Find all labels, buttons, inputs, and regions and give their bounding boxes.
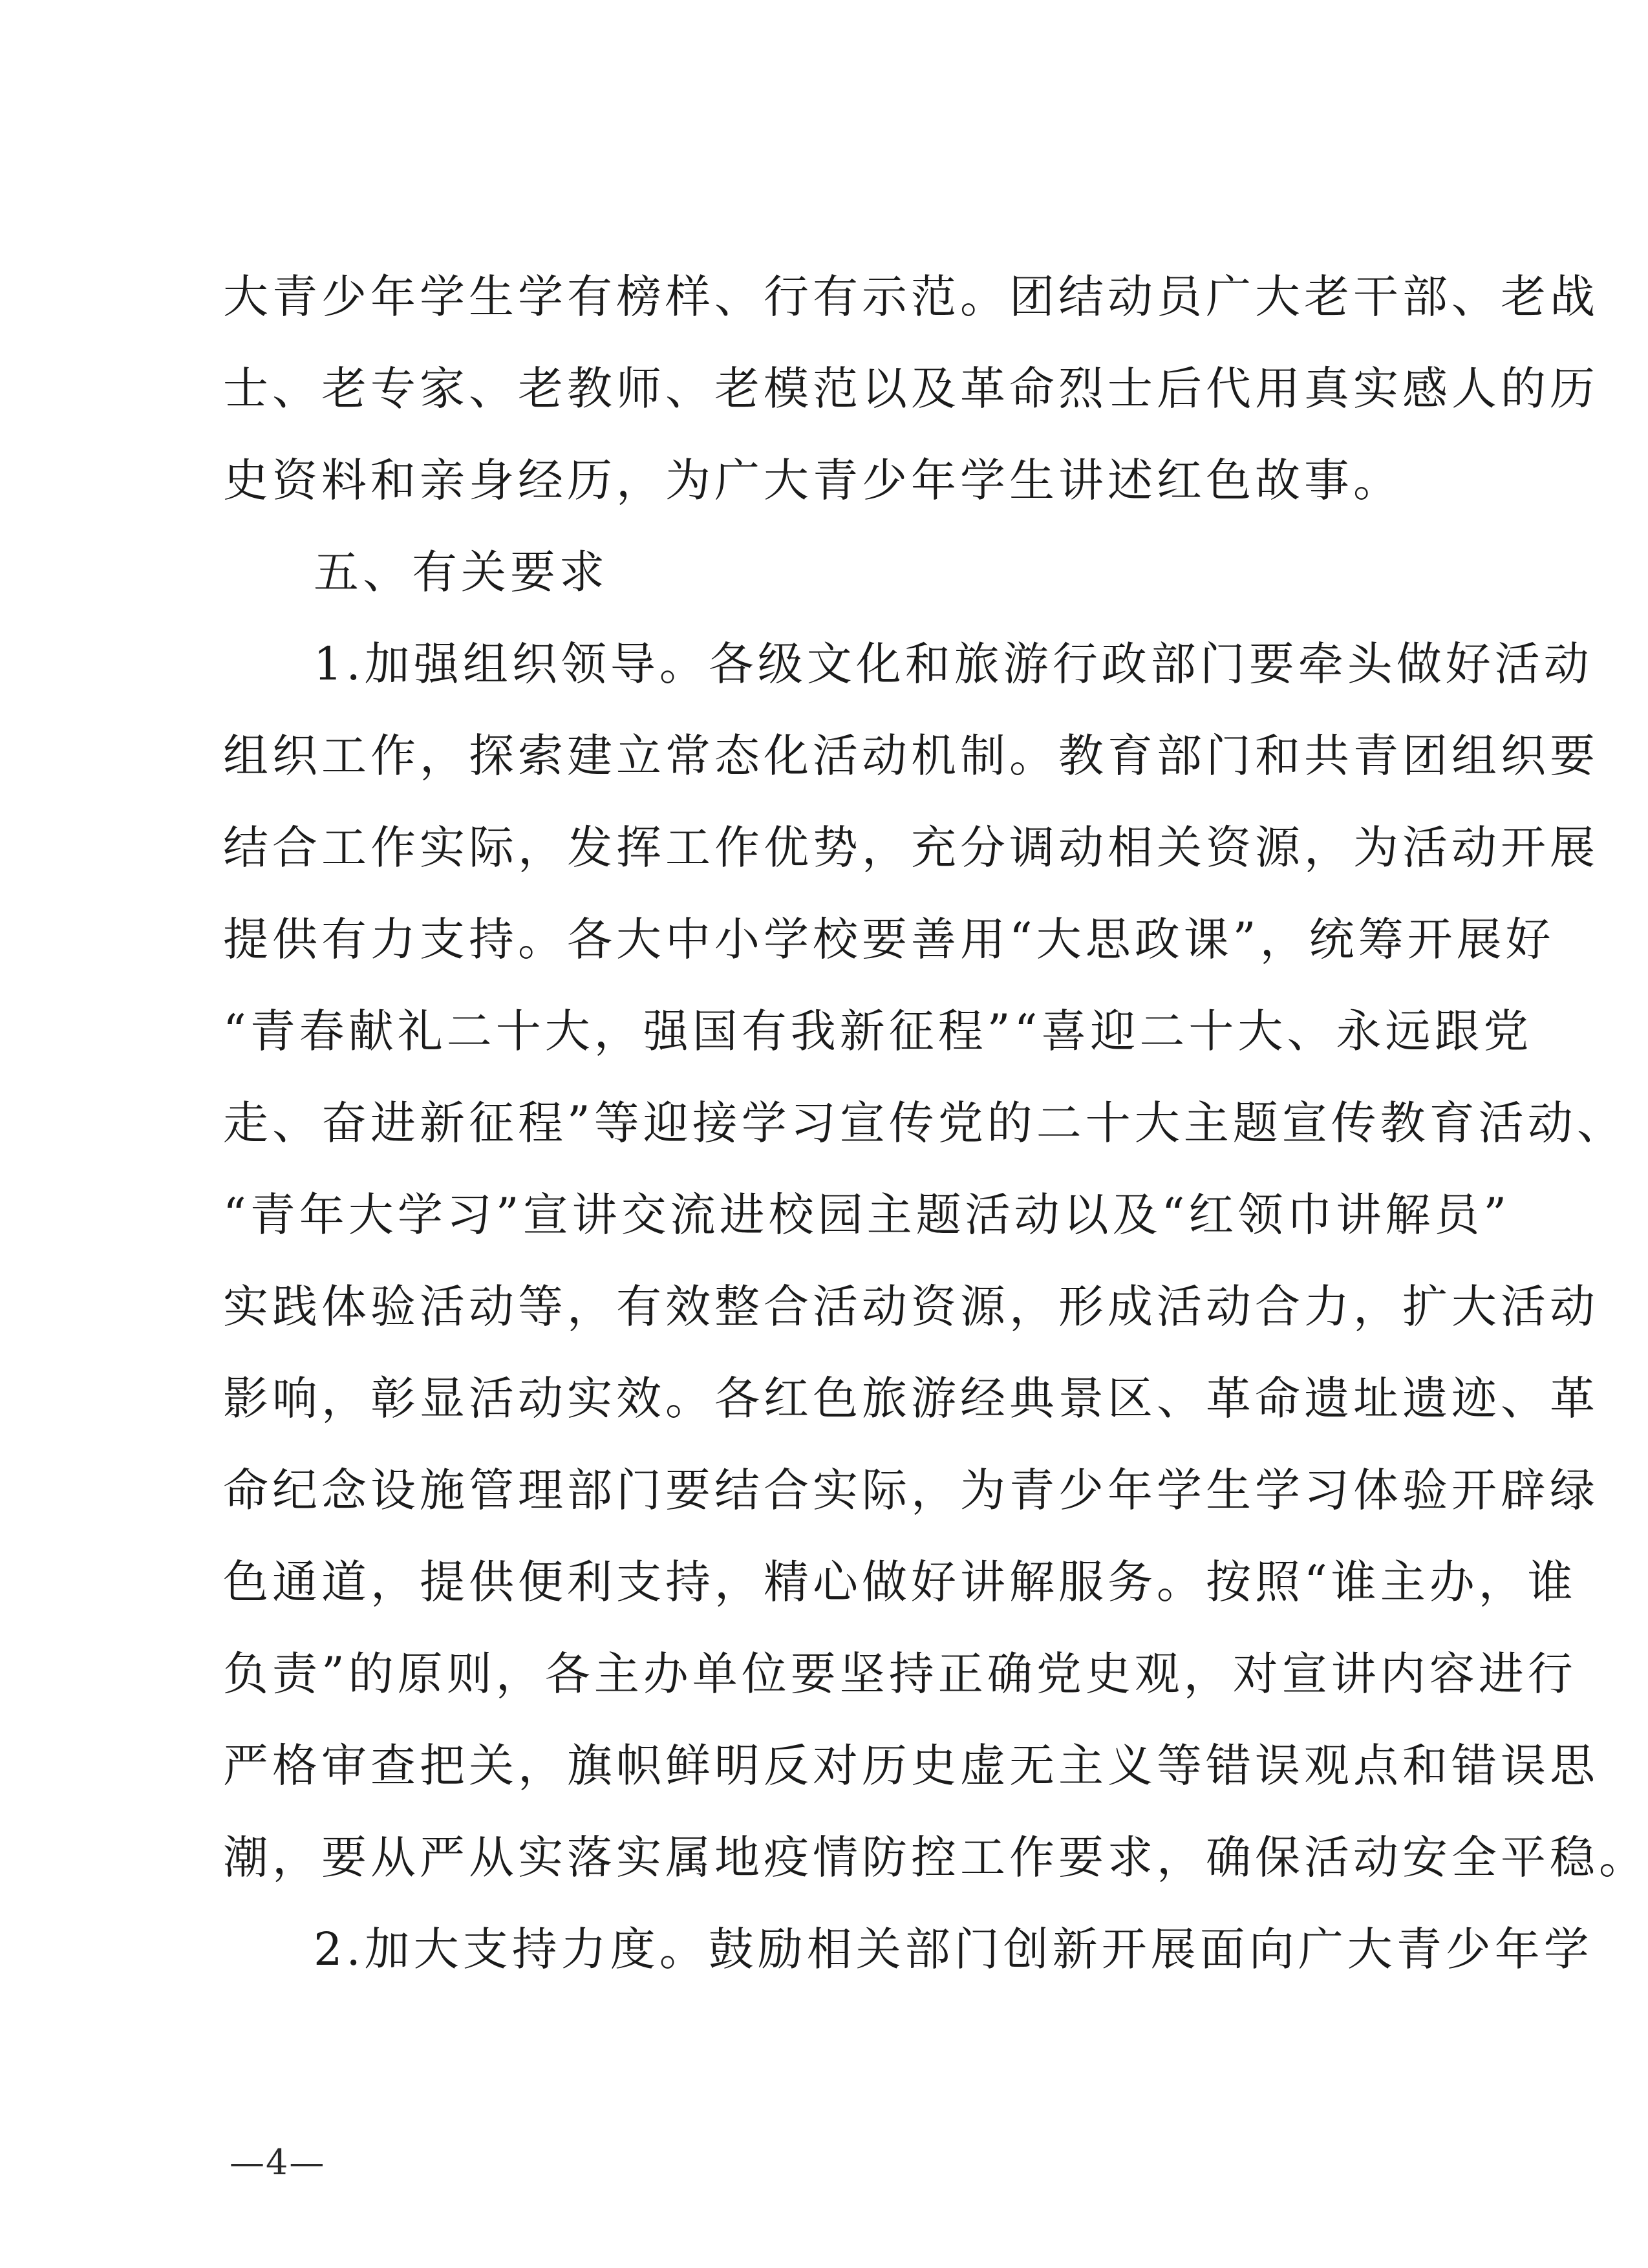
body-text-line: 士、老专家、老教师、老模范以及革命烈士后代用真实感人的历	[223, 362, 1599, 415]
body-text-line: 色通道，提供便利支持，精心做好讲解服务。按照“谁主办，谁	[223, 1556, 1577, 1609]
body-text-line: 2.加大支持力度。鼓励相关部门创新开展面向广大青少年学	[314, 1923, 1593, 1976]
body-text-line: 1.加强组织领导。各级文化和旅游行政部门要牵头做好活动	[314, 637, 1593, 690]
body-text-line: 走、奋进新征程”等迎接学习宣传党的二十大主题宣传教育活动、	[223, 1097, 1626, 1150]
body-text-line: 提供有力支持。各大中小学校要善用“大思政课”，统筹开展好	[223, 913, 1555, 966]
body-text-line: 影响，彰显活动实效。各红色旅游经典景区、革命遗址遗迹、革	[223, 1372, 1599, 1425]
body-text-line: 命纪念设施管理部门要结合实际，为青少年学生学习体验开辟绿	[223, 1464, 1599, 1517]
body-text-line: 结合工作实际，发挥工作优势，充分调动相关资源，为活动开展	[223, 821, 1599, 874]
body-text-line: 实践体验活动等，有效整合活动资源，形成活动合力，扩大活动	[223, 1280, 1599, 1333]
page-number: —4—	[230, 2142, 326, 2183]
body-text-line: 史资料和亲身经历，为广大青少年学生讲述红色故事。	[223, 454, 1402, 507]
body-text-line: 负责”的原则，各主办单位要坚持正确党史观，对宣讲内容进行	[223, 1647, 1577, 1700]
body-text-line: “青年大学习”宣讲交流进校园主题活动以及“红领巾讲解员”	[223, 1188, 1511, 1241]
section-heading: 五、有关要求	[314, 546, 608, 599]
body-text-line: 大青少年学生学有榜样、行有示范。团结动员广大老干部、老战	[223, 270, 1599, 323]
body-text-line: 潮，要从严从实落实属地疫情防控工作要求，确保活动安全平稳。	[223, 1831, 1648, 1884]
body-text-line: 严格审查把关，旗帜鲜明反对历史虚无主义等错误观点和错误思	[223, 1739, 1599, 1792]
body-text-line: 组织工作，探索建立常态化活动机制。教育部门和共青团组织要	[223, 729, 1599, 782]
body-text-line: “青春献礼二十大，强国有我新征程”“喜迎二十大、永远跟党	[223, 1005, 1533, 1058]
